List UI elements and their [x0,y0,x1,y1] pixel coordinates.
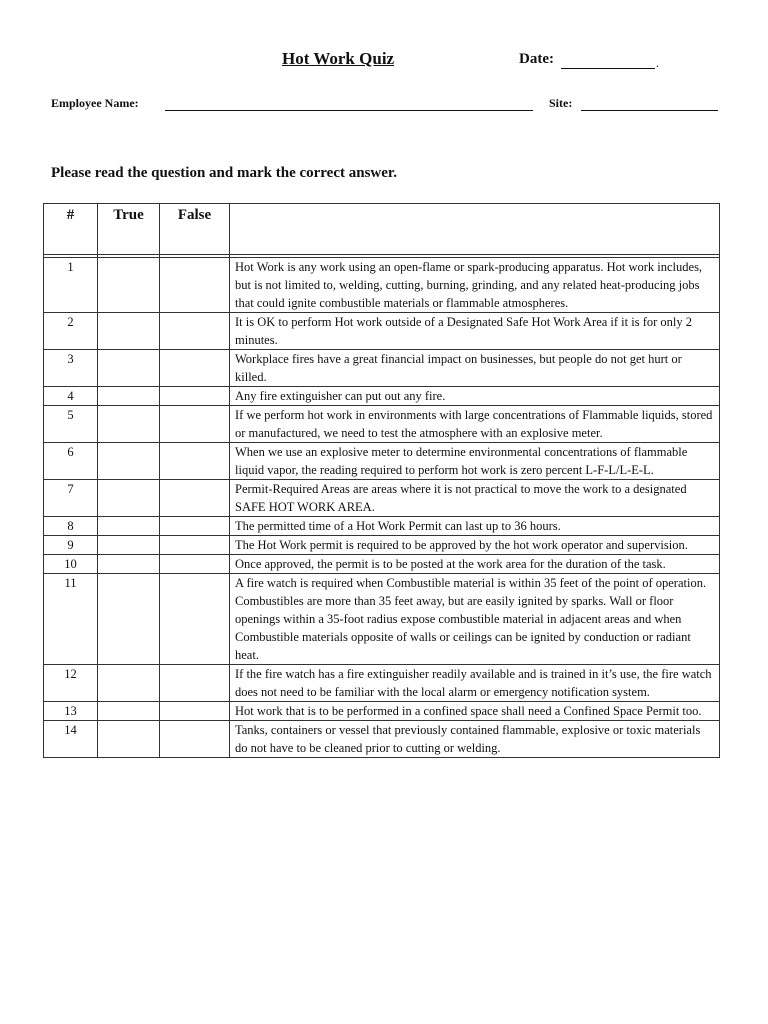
question-number: 12 [44,665,98,702]
false-answer-cell[interactable] [160,702,230,721]
false-answer-cell[interactable] [160,406,230,443]
question-text: A fire watch is required when Combustible material is within 35 feet of the point of operation. Combustibles are more than 35 feet away, but are easily ignited by sparks. Wall or floor openings within a 35-foot radius expose combustible material in adjacent areas and when Combustible materials opposite of walls or ceilings can be ignited by conduction or radiant heat. [230,574,720,665]
employee-name-label: Employee Name: [51,96,139,110]
true-answer-cell[interactable] [98,313,160,350]
true-answer-cell[interactable] [98,443,160,480]
question-text: Once approved, the permit is to be posted at the work area for the duration of the task. [230,555,720,574]
question-number: 9 [44,536,98,555]
true-answer-cell[interactable] [98,387,160,406]
question-number: 10 [44,555,98,574]
true-answer-cell[interactable] [98,350,160,387]
quiz-table [43,203,720,758]
site-field-line[interactable] [581,110,718,111]
false-answer-cell[interactable] [160,480,230,517]
date-label: Date: [519,51,554,67]
false-answer-cell[interactable] [160,443,230,480]
question-row [44,702,720,721]
true-answer-cell[interactable] [98,555,160,574]
false-column-header: False [160,204,230,255]
question-text: It is OK to perform Hot work outside of a Designated Safe Hot Work Area if it is for only 2 minutes. [230,313,720,350]
question-row [44,721,720,758]
true-answer-cell[interactable] [98,665,160,702]
question-row [44,387,720,406]
false-answer-cell[interactable] [160,517,230,536]
false-answer-cell[interactable] [160,536,230,555]
false-answer-cell[interactable] [160,387,230,406]
question-row [44,555,720,574]
false-answer-cell[interactable] [160,555,230,574]
question-text: The Hot Work permit is required to be approved by the hot work operator and supervision. [230,536,720,555]
question-number: 13 [44,702,98,721]
number-column-header: # [44,204,98,255]
question-number: 1 [44,258,98,313]
question-text: When we use an explosive meter to determine environmental concentrations of flammable liquid vapor, the reading required to perform hot work is zero percent L-F-L/L-E-L. [230,443,720,480]
question-text: If we perform hot work in environments with large concentrations of Flammable liquids, stored or manufactured, we need to test the atmosphere with an explosive meter. [230,406,720,443]
question-number: 4 [44,387,98,406]
false-answer-cell[interactable] [160,665,230,702]
question-number: 8 [44,517,98,536]
true-answer-cell[interactable] [98,258,160,313]
question-text: Any fire extinguisher can put out any fire. [230,387,720,406]
question-number: 11 [44,574,98,665]
question-row [44,574,720,665]
true-answer-cell[interactable] [98,480,160,517]
date-field-line[interactable] [561,68,655,69]
question-number: 7 [44,480,98,517]
false-answer-cell[interactable] [160,574,230,665]
table-header-row [44,204,720,255]
quiz-table-body [44,258,720,758]
false-answer-cell[interactable] [160,721,230,758]
false-answer-cell[interactable] [160,258,230,313]
site-label: Site: [549,96,573,110]
true-answer-cell[interactable] [98,406,160,443]
question-number: 14 [44,721,98,758]
instructions-text: Please read the question and mark the correct answer. [51,165,397,181]
question-row [44,350,720,387]
question-row [44,313,720,350]
question-number: 2 [44,313,98,350]
false-answer-cell[interactable] [160,313,230,350]
question-text: Workplace fires have a great financial impact on businesses, but people do not get hurt or killed. [230,350,720,387]
true-column-header: True [98,204,160,255]
question-row [44,665,720,702]
question-text: Hot Work is any work using an open-flame or spark-producing apparatus. Hot work includes, but is not limited to, welding, cutting, burning, grinding, and any related heat-producing jobs that could ignite combustible materials or flammable atmospheres. [230,258,720,313]
true-answer-cell[interactable] [98,517,160,536]
question-number: 3 [44,350,98,387]
question-text: Permit-Required Areas are areas where it is not practical to move the work to a designated SAFE HOT WORK AREA. [230,480,720,517]
question-row [44,258,720,313]
false-answer-cell[interactable] [160,350,230,387]
true-answer-cell[interactable] [98,702,160,721]
question-row [44,517,720,536]
true-answer-cell[interactable] [98,536,160,555]
question-row [44,443,720,480]
question-row [44,406,720,443]
question-row [44,480,720,517]
question-row [44,536,720,555]
question-number: 5 [44,406,98,443]
question-text: The permitted time of a Hot Work Permit can last up to 36 hours. [230,517,720,536]
question-text: Hot work that is to be performed in a confined space shall need a Confined Space Permit too. [230,702,720,721]
quiz-title: Hot Work Quiz [282,49,395,68]
date-line-end-mark: . [656,56,659,70]
question-column-header [230,204,720,255]
question-text: If the fire watch has a fire extinguisher readily available and is trained in it’s use, the fire watch does not need to be familiar with the local alarm or emergency notification system. [230,665,720,702]
true-answer-cell[interactable] [98,721,160,758]
true-answer-cell[interactable] [98,574,160,665]
question-number: 6 [44,443,98,480]
employee-name-field-line[interactable] [165,110,533,111]
question-text: Tanks, containers or vessel that previously contained flammable, explosive or toxic materials do not have to be cleaned prior to cutting or welding. [230,721,720,758]
